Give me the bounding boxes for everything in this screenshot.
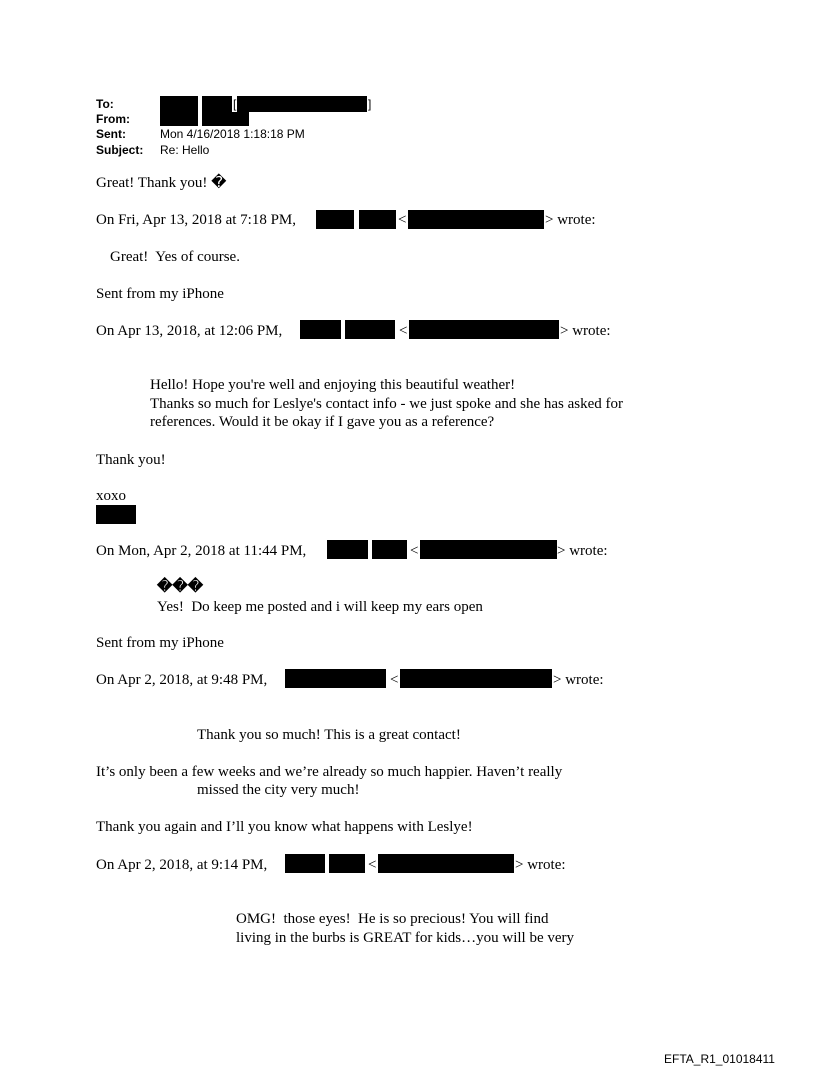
redacted-sender-name bbox=[316, 210, 354, 229]
to-bracket-open: [ bbox=[233, 97, 237, 111]
redacted-sender-name bbox=[300, 320, 341, 339]
quote3-lt: < bbox=[410, 543, 419, 559]
redacted-from-name bbox=[202, 112, 249, 126]
quote3-attribution: On Mon, Apr 2, 2018 at 11:44 PM, bbox=[96, 543, 307, 559]
redacted-sender-email bbox=[409, 320, 559, 339]
redacted-sender-email bbox=[408, 210, 544, 229]
quote4-paragraph: It’s only been a few weeks and we’re already so much happier. Haven’t really bbox=[96, 764, 563, 780]
redacted-signature bbox=[96, 505, 136, 524]
quote4-attribution: On Apr 2, 2018, at 9:48 PM, bbox=[96, 672, 268, 688]
redacted-sender-email bbox=[420, 540, 557, 559]
redacted-sender-name bbox=[329, 854, 365, 873]
quote3-glyphs: ��� bbox=[157, 579, 204, 595]
quote2-paragraph: Thanks so much for Leslye's contact info - we just spoke and she has asked for bbox=[150, 396, 623, 412]
quote1-attribution: On Fri, Apr 13, 2018 at 7:18 PM, bbox=[96, 212, 297, 228]
quote2-paragraph: references. Would it be okay if I gave you as a reference? bbox=[150, 414, 495, 430]
to-label: To: bbox=[96, 97, 114, 111]
redacted-to-name bbox=[160, 96, 198, 112]
quote2-signoff: xoxo bbox=[96, 488, 126, 504]
quote3-signature: Sent from my iPhone bbox=[96, 635, 224, 651]
redacted-sender-name bbox=[359, 210, 396, 229]
quote5-paragraph: living in the burbs is GREAT for kids…you will be very bbox=[236, 930, 575, 946]
to-bracket-close: ] bbox=[368, 97, 372, 111]
quote2-lt: < bbox=[399, 323, 408, 339]
quote5-attribution: On Apr 2, 2018, at 9:14 PM, bbox=[96, 857, 268, 873]
quote4-lt: < bbox=[390, 672, 399, 688]
redacted-to-email bbox=[237, 96, 367, 112]
redacted-sender-name bbox=[285, 669, 386, 688]
document-id: EFTA_R1_01018411 bbox=[664, 1052, 775, 1066]
redacted-from-name bbox=[160, 112, 198, 126]
quote4-paragraph: Thank you again and I’ll you know what happens with Leslye! bbox=[96, 819, 473, 835]
sent-label: Sent: bbox=[96, 127, 126, 141]
quote1-lt: < bbox=[398, 212, 407, 228]
reply-line: Great! Thank you! � bbox=[96, 175, 227, 191]
quote4-paragraph: missed the city very much! bbox=[197, 782, 360, 798]
redacted-to-name bbox=[202, 96, 232, 112]
quote4-paragraph: Thank you so much! This is a great contact! bbox=[197, 727, 461, 743]
quote3-wrote: > wrote: bbox=[557, 543, 608, 559]
quote2-thanks: Thank you! bbox=[96, 452, 166, 468]
quote1-signature: Sent from my iPhone bbox=[96, 286, 224, 302]
redacted-sender-name bbox=[372, 540, 407, 559]
from-label: From: bbox=[96, 112, 130, 126]
quote3-body: Yes! Do keep me posted and i will keep my ears open bbox=[157, 599, 483, 615]
redacted-sender-email bbox=[378, 854, 514, 873]
quote1-wrote: > wrote: bbox=[545, 212, 596, 228]
quote2-paragraph: Hello! Hope you're well and enjoying this beautiful weather! bbox=[150, 377, 516, 393]
quote2-wrote: > wrote: bbox=[560, 323, 611, 339]
redacted-sender-name bbox=[327, 540, 368, 559]
quote4-wrote: > wrote: bbox=[553, 672, 604, 688]
subject-label: Subject: bbox=[96, 143, 144, 157]
subject-value: Re: Hello bbox=[160, 143, 210, 157]
redacted-sender-email bbox=[400, 669, 552, 688]
sent-value: Mon 4/16/2018 1:18:18 PM bbox=[160, 127, 305, 141]
quote5-lt: < bbox=[368, 857, 377, 873]
redacted-sender-name bbox=[285, 854, 325, 873]
quote5-paragraph: OMG! those eyes! He is so precious! You will find bbox=[236, 911, 549, 927]
redacted-sender-name bbox=[345, 320, 395, 339]
quote2-attribution: On Apr 13, 2018, at 12:06 PM, bbox=[96, 323, 283, 339]
quote1-body: Great! Yes of course. bbox=[110, 249, 240, 265]
quote5-wrote: > wrote: bbox=[515, 857, 566, 873]
